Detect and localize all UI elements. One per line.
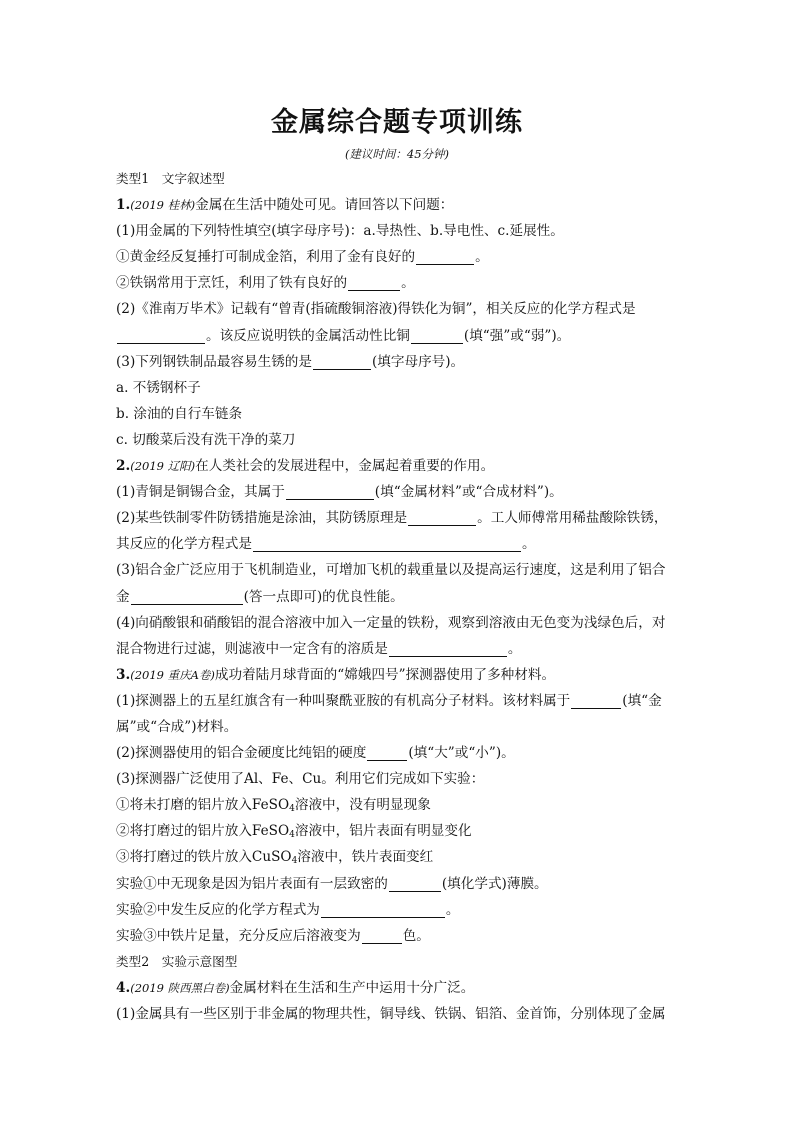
line-text: 实验①中无现象是因为铝片表面有一层致密的	[116, 875, 388, 892]
question-1-stem	[116, 192, 682, 218]
content-body	[116, 166, 682, 1027]
line-text: ①将未打磨的铝片放入FeSO	[116, 797, 290, 814]
q2-part2-line2	[116, 531, 682, 557]
line-text: 。	[401, 275, 415, 292]
line-text: (填“强”或“弱”)。	[463, 327, 571, 344]
q3-experiment-1	[116, 792, 682, 818]
line-text: 混合物进行过滤，则滤液中一定含有的溶质是	[116, 640, 388, 657]
question-source: (2019 重庆A卷)	[130, 667, 215, 682]
line-text: (3)下列钢铁制品最容易生锈的是	[116, 353, 312, 370]
q3-result-1	[116, 871, 682, 897]
q3-part1-line1	[116, 688, 682, 714]
answer-blank[interactable]	[389, 876, 441, 892]
q1-part3	[116, 349, 682, 375]
line-text: (填化学式)薄膜。	[441, 875, 548, 892]
q3-part2	[116, 740, 682, 766]
question-text: 在人类社会的发展进程中，金属起着重要的作用。	[195, 458, 495, 475]
answer-blank[interactable]	[408, 510, 476, 526]
answer-blank[interactable]	[348, 275, 400, 291]
line-text: (填字母序号)。	[371, 353, 465, 370]
q3-experiment-2	[116, 818, 682, 844]
section-heading-type1: 类型1 文字叙述型	[116, 171, 225, 186]
question-source: (2019 辽阳)	[130, 459, 196, 474]
q1-part1-a	[116, 244, 682, 270]
answer-blank[interactable]	[131, 589, 243, 605]
line-text: 。	[507, 640, 522, 657]
q1-part1-b	[116, 270, 682, 296]
line-text: 。	[445, 901, 460, 918]
line-text: (2)探测器使用的铝合金硬度比纯铝的硬度	[116, 745, 367, 762]
q1-option-b: b. 涂油的自行车链条	[116, 405, 243, 422]
question-number: 3.	[116, 666, 131, 683]
answer-blank[interactable]	[321, 902, 445, 918]
line-text: (2)某些铁制零件防锈措施是涂油，其防锈原理是	[116, 510, 408, 527]
question-number: 4.	[116, 979, 131, 996]
q3-experiment-3	[116, 844, 682, 870]
question-2-stem	[116, 453, 682, 479]
q1-option-c: c. 切酸菜后没有洗干净的菜刀	[116, 431, 296, 448]
line-text: (1)探测器上的五星红旗含有一种叫聚酰亚胺的有机高分子材料。该材料属于	[116, 692, 571, 709]
q3-result-3	[116, 923, 682, 949]
line-text: 金	[116, 588, 130, 605]
q2-part4-line2	[116, 636, 682, 662]
line-text: 色。	[402, 927, 430, 944]
page-title: 金属综合题专项训练	[271, 107, 523, 138]
q3-result-2	[116, 897, 682, 923]
question-3-stem	[116, 662, 682, 688]
answer-blank[interactable]	[362, 928, 402, 944]
q1-part2-line1: (2)《淮南万毕术》记载有“曾青(指硫酸铜溶液)得铁化为铜”，相关反应的化学方程式是	[116, 301, 636, 318]
line-text: 溶液中，没有明显现象	[294, 797, 431, 814]
line-text: 。	[475, 249, 489, 266]
q1-option-a: a. 不锈钢杯子	[116, 379, 201, 396]
page-subtitle: (建议时间：45分钟)	[344, 147, 450, 161]
line-text: ②铁锅常用于烹饪，利用了铁有良好的	[116, 275, 348, 292]
line-text: (填“金	[622, 692, 662, 709]
section-heading-type2: 类型2 实验示意图型	[116, 953, 238, 969]
answer-blank[interactable]	[117, 328, 205, 344]
question-number: 2.	[116, 458, 131, 475]
line-text: (填“大”或“小”)。	[408, 745, 515, 762]
subscript: 4	[291, 856, 298, 867]
line-text: 。	[521, 536, 536, 553]
q1-part2-line2	[116, 323, 682, 349]
answer-blank[interactable]	[313, 354, 371, 370]
q3-part1-line2: 属”或“合成”)材料。	[116, 718, 238, 735]
line-text: 。工人师傅常用稀盐酸除铁锈，	[477, 510, 668, 527]
line-text: ②将打磨过的铝片放入FeSO	[116, 823, 290, 840]
answer-blank[interactable]	[253, 536, 521, 552]
line-text: 实验②中发生反应的化学方程式为	[116, 901, 320, 918]
subscript: 4	[289, 804, 295, 815]
question-number: 1.	[116, 197, 131, 214]
q1-part1: (1)用金属的下列特性填空(填字母序号)：a.导热性、b.导电性、c.延展性。	[116, 223, 564, 240]
line-text: 溶液中，铝片表面有明显变化	[294, 823, 472, 840]
line-text: (填“金属材料”或“合成材料”)。	[374, 484, 563, 501]
question-text: 金属材料在生活和生产中运用十分广泛。	[229, 979, 475, 996]
q3-part3: (3)探测器广泛使用了Al、Fe、Cu。利用它们完成如下实验：	[116, 771, 485, 788]
question-source: (2019 桂林)	[130, 198, 196, 213]
line-text: (答一点即可)的优良性能。	[243, 588, 404, 605]
answer-blank[interactable]	[367, 745, 407, 761]
line-text: 溶液中，铁片表面变红	[297, 849, 434, 866]
line-text: ①黄金经反复捶打可制成金箔，利用了金有良好的	[116, 249, 416, 266]
subscript: 4	[289, 830, 295, 841]
q2-part2-line1	[116, 505, 682, 531]
answer-blank[interactable]	[571, 693, 621, 709]
answer-blank[interactable]	[389, 641, 507, 657]
q2-part3-line1: (3)铝合金广泛应用于飞机制造业，可增加飞机的载重量以及提高运行速度，这是利用了铝合	[116, 562, 666, 579]
answer-blank[interactable]	[286, 484, 374, 500]
line-text: 。该反应说明铁的金属活动性比铜	[206, 327, 410, 344]
question-source: (2019 陕西黑白卷)	[130, 980, 230, 995]
q4-part1: (1)金属具有一些区别于非金属的物理共性，铜导线、铁锅、铝箔、金首饰，分别体现了金属	[116, 1006, 666, 1022]
line-text: (1)青铜是铜锡合金，其属于	[116, 484, 285, 501]
answer-blank[interactable]	[416, 249, 474, 265]
line-text: ③将打磨过的铁片放入CuSO	[116, 849, 292, 866]
question-4-stem	[116, 975, 682, 1001]
line-text: 实验③中铁片足量，充分反应后溶液变为	[116, 927, 361, 944]
answer-blank[interactable]	[411, 328, 463, 344]
q2-part3-line2	[116, 584, 682, 610]
q2-part4-line1: (4)向硝酸银和硝酸铝的混合溶液中加入一定量的铁粉，观察到溶液由无色变为浅绿色后，对	[116, 614, 666, 631]
question-text: 成功着陆月球背面的“嫦娥四号”探测器使用了多种材料。	[214, 666, 556, 683]
question-text: 金属在生活中随处可见。请回答以下问题：	[195, 197, 454, 214]
q2-part1	[116, 479, 682, 505]
line-text: 其反应的化学方程式是	[116, 536, 252, 553]
